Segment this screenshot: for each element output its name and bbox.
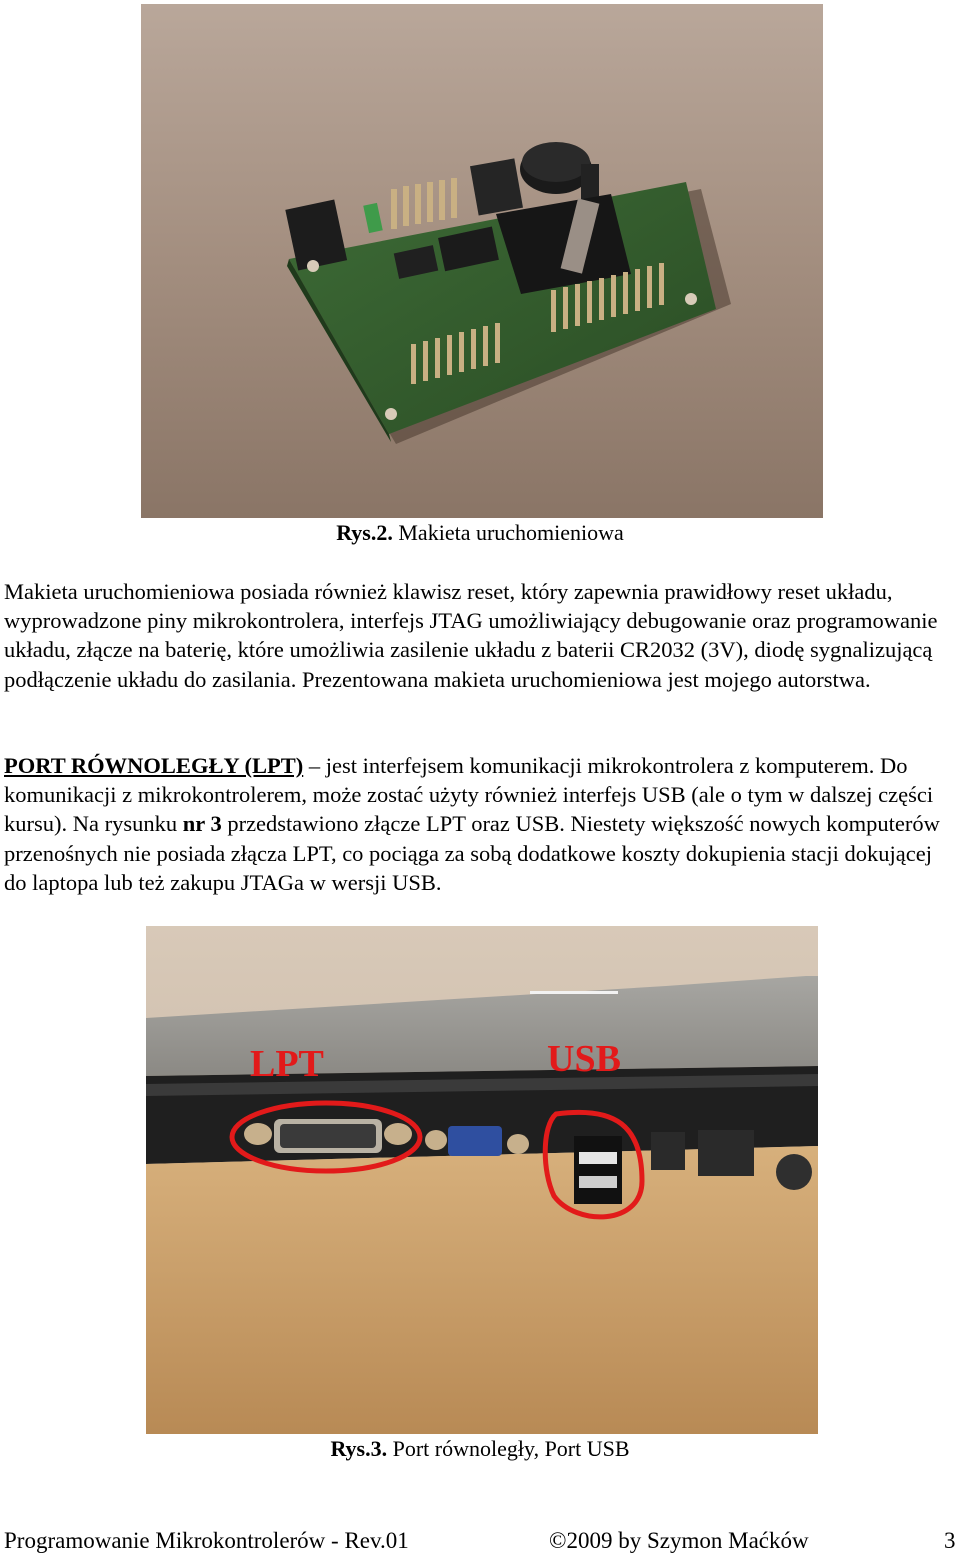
footer-copyright: ©2009 by Szymon Maćków — [549, 1528, 809, 1553]
board-photo — [141, 4, 823, 518]
figure-2-caption-number: Rys.2. — [336, 520, 393, 545]
lpt-paragraph — [4, 751, 954, 897]
footer-document-title: Programowanie Mikrokontrolerów - Rev.01 — [4, 1528, 409, 1553]
footer-page-number: 3 — [944, 1528, 956, 1553]
figure-2-caption — [0, 520, 960, 546]
figure-3-caption — [0, 1436, 960, 1462]
lpt-paragraph-text-b: przedstawiono złącze LPT oraz USB. Niestety większość nowych komputerów przenośnych nie posiada złącza LPT, co pociąga za sobą dodatkowe koszty dokupienia stacji dokującej do laptopa lub też zakupu JTAGa w wersji USB. — [4, 811, 940, 895]
board-photo-drawing — [141, 4, 823, 518]
figure-3-caption-number: Rys.3. — [330, 1436, 388, 1461]
lpt-paragraph-text-a: jest interfejsem komunikacji mikrokontrolera z komputerem. Do komunikacji z mikrokontrolerem, może zostać użyty również interfejs USB (ale o tym w dalszej części kursu). Na rysunku — [4, 753, 934, 837]
board-description-paragraph: Makieta uruchomieniowa posiada również klawisz reset, który zapewnia prawidłowy reset układu, wyprowadzone piny mikrokontrolera, interfejs JTAG umożliwiający debugowanie oraz programowanie układu, złącze na baterię, które umożliwia zasilenie układu z baterii CR2032 (3V), diodę sygnalizującą podłączenie układu do zasilania. Prezentowana makieta uruchomieniowa jest mojego autorstwa. — [4, 579, 938, 692]
figure-3-caption-text: Port równoległy, Port USB — [387, 1436, 630, 1461]
usb-label: USB — [547, 1038, 621, 1080]
page-footer — [0, 1527, 960, 1557]
laptop-ports-photo — [146, 926, 818, 1434]
lpt-paragraph-bold: nr 3 — [182, 811, 222, 837]
lpt-heading-dash: – — [303, 753, 326, 778]
lpt-heading-link[interactable]: PORT RÓWNOLEGŁY (LPT) — [4, 753, 304, 778]
figure-2-caption-text: Makieta uruchomieniowa — [392, 520, 624, 545]
lpt-label: LPT — [250, 1043, 324, 1085]
laptop-ports-drawing — [146, 926, 818, 1434]
